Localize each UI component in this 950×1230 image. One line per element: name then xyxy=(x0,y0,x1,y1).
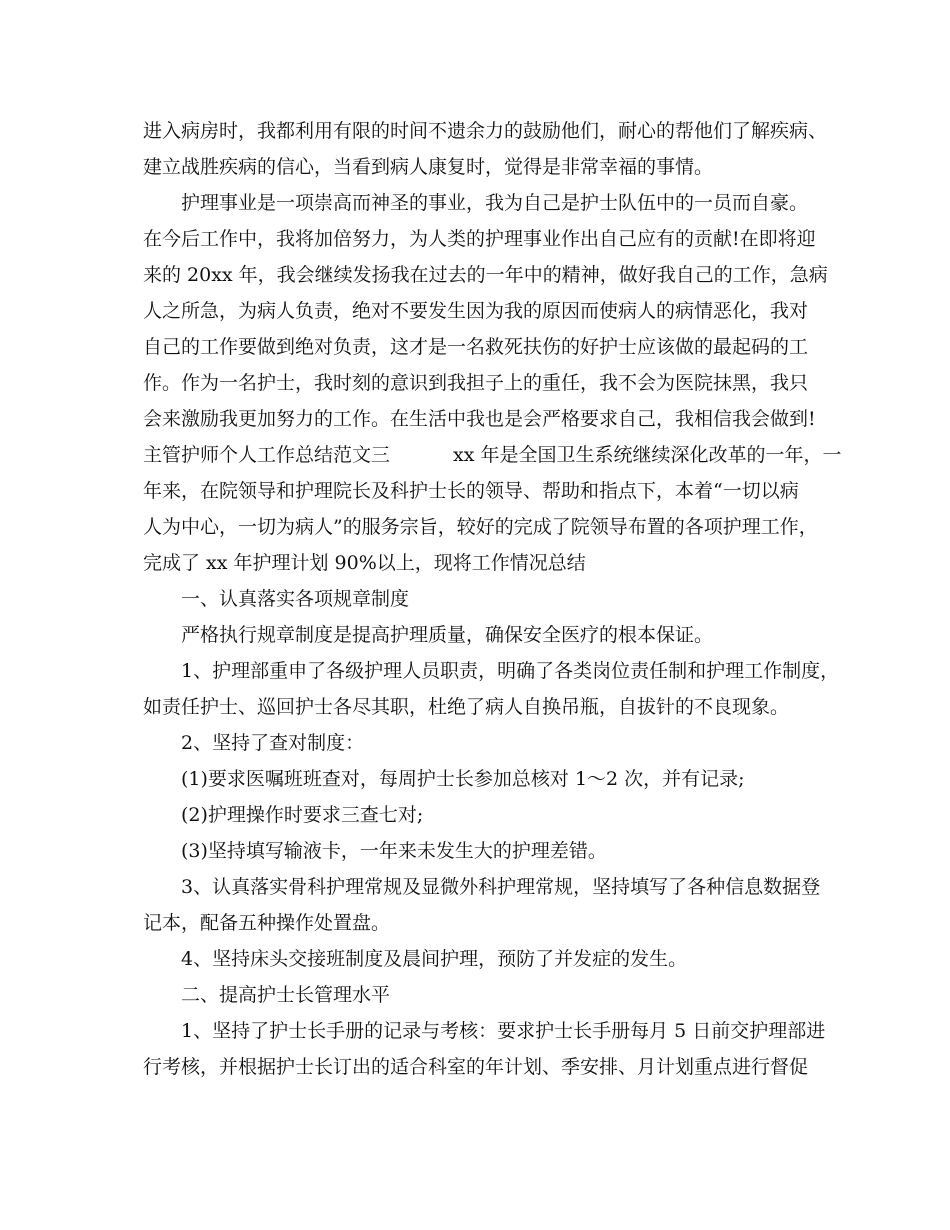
text-line: 自己的工作要做到绝对负责，这才是一名救死扶伤的好护士应该做的最起码的工 xyxy=(143,336,809,358)
text-line: 建立战胜疾病的信心，当看到病人康复时，觉得是非常幸福的事情。 xyxy=(143,156,714,178)
text-line: 进入病房时，我都利用有限的时间不遗余力的鼓励他们，耐心的帮他们了解疾病、 xyxy=(143,120,828,142)
text-line: 年来，在院领导和护理院长及科护士长的领导、帮助和指点下，本着“一切以病 xyxy=(143,480,799,502)
text-line: (3)坚持填写输液卡，一年来未发生大的护理差错。 xyxy=(143,840,607,862)
text-line: 1、护理部重申了各级护理人员职责，明确了各类岗位责任制和护理工作制度， xyxy=(143,660,840,682)
text-line: 2、坚持了查对制度： xyxy=(143,732,365,754)
text-line: 1、坚持了护士长手册的记录与考核：要求护士长手册每月 5 日前交护理部进 xyxy=(143,1020,826,1042)
text-line: 4、坚持床头交接班制度及晨间护理，预防了并发症的发生。 xyxy=(143,948,688,970)
text-line: (1)要求医嘱班班查对，每周护士长参加总核对 1～2 次，并有记录; xyxy=(143,768,745,790)
text-line: 完成了 xx 年护理计划 90%以上，现将工作情况总结 xyxy=(143,552,586,574)
section-heading-line: 二、提高护士长管理水平 xyxy=(143,984,391,1006)
text-line: 记本，配备五种操作处置盘。 xyxy=(143,912,391,934)
text-line: 人之所急，为病人负责，绝对不要发生因为我的原因而使病人的病情恶化，我对 xyxy=(143,300,809,322)
text-line: 3、认真落实骨科护理常规及显微外科护理常规，坚持填写了各种信息数据登 xyxy=(143,876,821,898)
text-line: 人为中心，一切为病人”的服务宗旨，较好的完成了院领导布置的各项护理工作， xyxy=(143,516,818,538)
text-line: 在今后工作中，我将加倍努力，为人类的护理事业作出自己应有的贡献!在即将迎 xyxy=(143,228,816,250)
text-line: 严格执行规章制度是提高护理质量，确保安全医疗的根本保证。 xyxy=(143,624,714,646)
text-line: 来的 20xx 年，我会继续发扬我在过去的一年中的精神，做好我自己的工作，急病 xyxy=(143,264,828,286)
text-line: 如责任护士、巡回护士各尽其职，杜绝了病人自换吊瓶，自拔针的不良现象。 xyxy=(143,696,790,718)
text-line: (2)护理操作时要求三查七对; xyxy=(143,804,424,826)
section-heading-line: 一、认真落实各项规章制度 xyxy=(143,588,410,610)
text-line: 作。作为一名护士，我时刻的意识到我担子上的重任，我不会为医院抹黑，我只 xyxy=(143,372,809,394)
section-heading-line: 主管护师个人工作总结范文三 xx 年是全国卫生系统继续深化改革的一年，一 xyxy=(143,444,842,466)
text-line: 护理事业是一项崇高而神圣的事业，我为自己是护士队伍中的一员而自豪。 xyxy=(143,192,809,214)
text-line: 行考核，并根据护士长订出的适合科室的年计划、季安排、月计划重点进行督促 xyxy=(143,1056,809,1078)
text-line: 会来激励我更加努力的工作。在生活中我也是会严格要求自己，我相信我会做到! xyxy=(143,408,816,430)
